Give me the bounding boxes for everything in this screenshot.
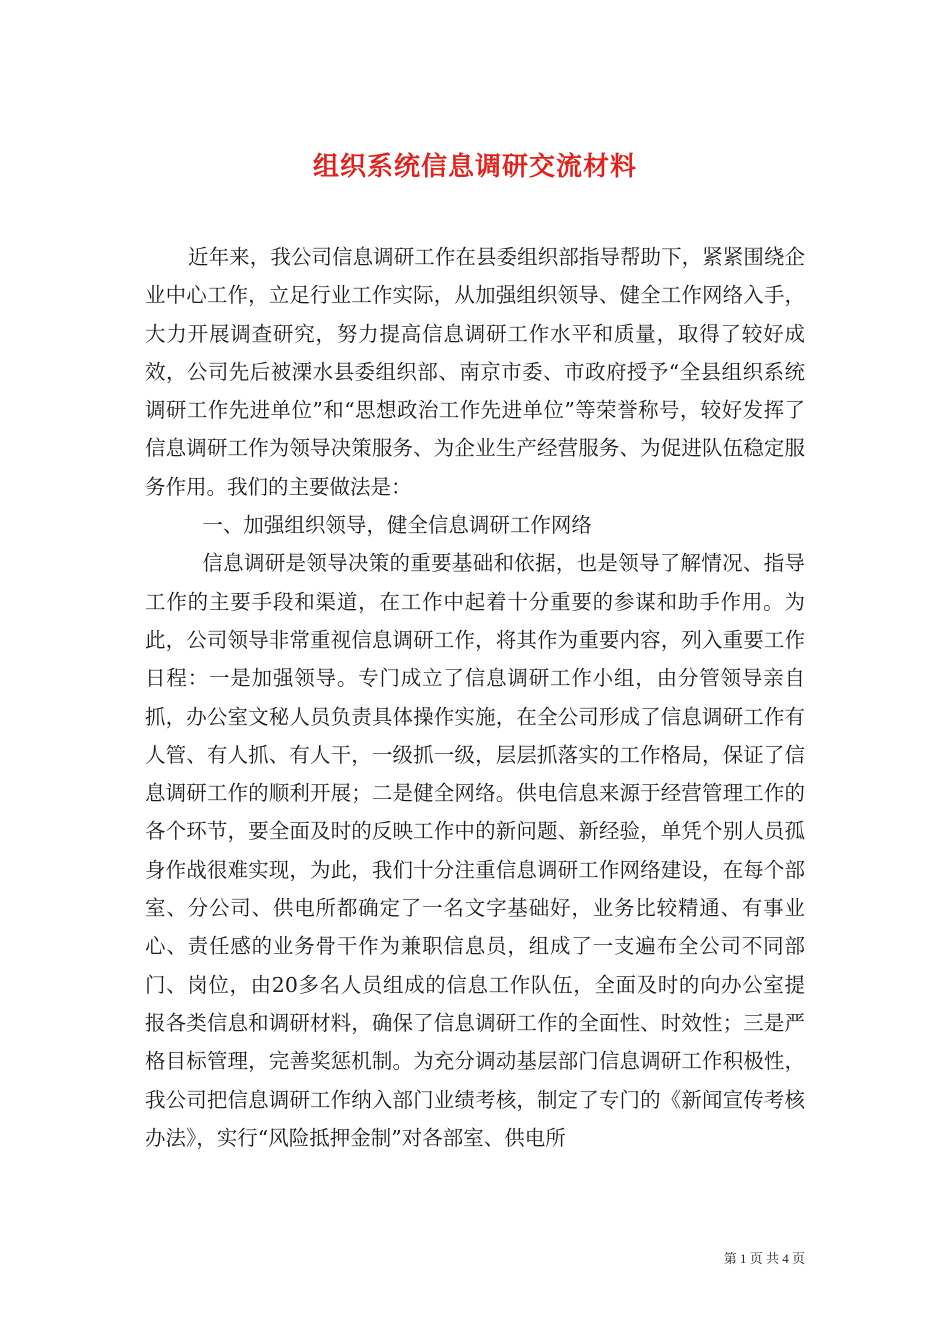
document-title: 组织系统信息调研交流材料 bbox=[312, 152, 637, 183]
page-number-label: 第 1 页 共 4 页 bbox=[723, 1251, 805, 1266]
section-paragraph: 信息调研是领导决策的重要基础和依据，也是领导了解情况、指导工作的主要手段和渠道，在工作中起着十分重要的参谋和助手作用。为此，公司领导非常重视信息调研工作，将其作为重要内容，列入重要工作日程：一是加强领导。专门成立了信息调研工作小组，由分管领导亲自抓，办公室文秘人员负责具体操作实施，在全公司形成了信息调研工作有人管、有人抓、有人干，一级抓一级，层层抓落实的工作格局，保证了信息调研工作的顺利开展；二是健全网络。供电信息来源于经营管理工作的各个环节，要全面及时的反映工作中的新问题、新经验，单凭个别人员孤身作战很难实现，为此，我们十分注重信息调研工作网络建设，在每个部室、分公司、供电所都确定了一名文字基础好，业务比较精通、有事业心、责任感的业务骨干作为兼职信息员，组成了一支遍布全公司不同部门、岗位，由20多名人员组成的信息工作队伍，全面及时的向办公室提报各类信息和调研材料，确保了信息调研工作的全面性、时效性；三是严格目标管理，完善奖惩机制。为充分调动基层部门信息调研工作积极性，我公司把信息调研工作纳入部门业绩考核，制定了专门的《新闻宣传考核办法》，实行“风险抵押金制”对各部室、供电所 bbox=[145, 551, 805, 1150]
page-number-footer bbox=[724, 1250, 805, 1269]
section-heading: 一、加强组织领导，健全信息调研工作网络 bbox=[202, 513, 592, 538]
intro-paragraph: 近年来，我公司信息调研工作在县委组织部指导帮助下，紧紧围绕企业中心工作，立足行业工作实际，从加强组织领导、健全工作网络入手，大力开展调查研究，努力提高信息调研工作水平和质量，取得了较好成效，公司先后被溧水县委组织部、南京市委、市政府授予“全县组织系统调研工作先进单位”和“思想政治工作先进单位”等荣誉称号，较好发挥了信息调研工作为领导决策服务、为企业生产经营服务、为促进队伍稳定服务作用。我们的主要做法是： bbox=[145, 245, 805, 499]
document-body bbox=[145, 238, 805, 1157]
